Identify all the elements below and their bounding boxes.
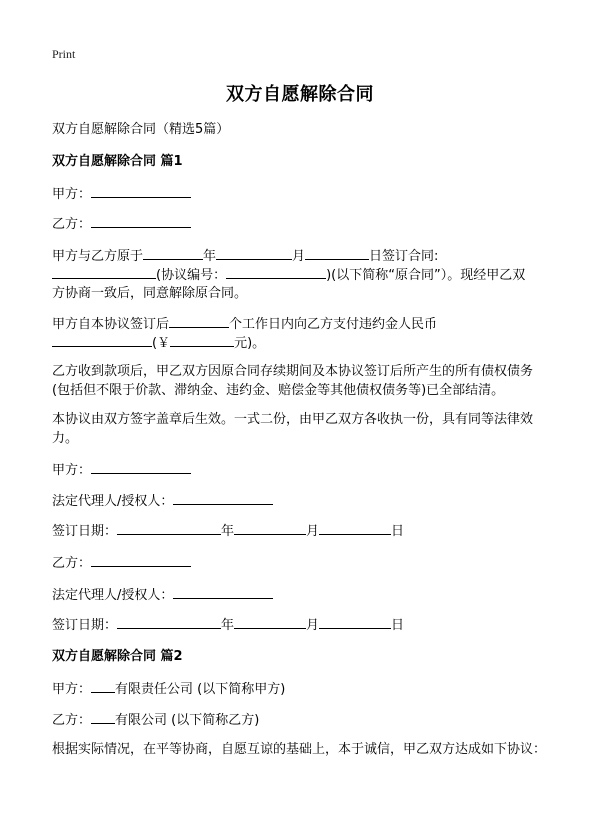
para1-line3: 方协商一致后，同意解除原合同。	[52, 286, 248, 301]
sign-a-line	[52, 460, 552, 480]
s2-party-b-label: 乙方：	[52, 713, 92, 728]
date-b-label: 签订日期：	[52, 618, 118, 633]
para2-text-d: 元)。	[234, 336, 266, 351]
page-title: 双方自愿解除合同	[226, 84, 374, 105]
rep-b-blank	[173, 585, 273, 599]
para1-text-c: )(以下简称“原合同”）。现经甲乙双	[326, 268, 526, 283]
para4: 本协议由双方签字盖章后生效。一式二份，由甲乙双方各收执一份，具有同等法律效力。	[52, 412, 534, 446]
para1-line2	[52, 265, 552, 285]
date-b-year-label: 年	[221, 618, 235, 633]
date-b-month-blank	[234, 615, 306, 629]
sign-a-blank	[91, 460, 191, 474]
amount-blank	[170, 333, 234, 347]
sign-b-label: 乙方：	[52, 556, 92, 571]
s2-party-a-blank	[91, 679, 115, 693]
para1-text-a: 甲方与乙方原于	[52, 249, 144, 264]
amount-cn-blank	[52, 333, 152, 347]
s2-party-b-text: 有限公司 (以下简称乙方)	[115, 713, 260, 728]
para1-month-label: 月	[292, 249, 306, 264]
s2-party-b-blank	[91, 710, 115, 724]
rep-a-blank	[173, 491, 273, 505]
s2-para1: 根据实际情况，在平等协商，自愿互谅的基础上，本于诚信，甲乙双方达成如下协议：	[52, 742, 547, 757]
rep-a-line	[52, 491, 552, 511]
para1-line1	[52, 246, 552, 266]
subtitle: 双方自愿解除合同（精选5篇）	[52, 122, 230, 137]
day-blank	[305, 246, 369, 260]
print-link[interactable]: Print	[52, 47, 76, 61]
para2-text-a: 甲方自本协议签订后	[52, 317, 170, 332]
rep-b-line	[52, 585, 552, 605]
party-b-blank	[91, 214, 191, 228]
party-a-line	[52, 184, 552, 204]
party-a-label: 甲方：	[52, 187, 92, 202]
date-a-line	[52, 521, 552, 541]
sign-a-label: 甲方：	[52, 463, 92, 478]
date-b-year-blank	[117, 615, 221, 629]
sign-b-blank	[91, 553, 191, 567]
section1-heading: 双方自愿解除合同 篇1	[52, 154, 183, 169]
para1-year-label: 年	[203, 249, 217, 264]
para2-line2	[52, 333, 552, 353]
party-b-line	[52, 214, 552, 234]
para1-day-label: 日签订合同:	[369, 249, 439, 264]
date-a-month-blank	[234, 521, 306, 535]
date-b-month-label: 月	[306, 618, 320, 633]
party-b-label: 乙方：	[52, 217, 92, 232]
s2-party-a-label: 甲方：	[52, 682, 92, 697]
para1-text-b: (协议编号：	[156, 268, 227, 283]
date-a-day-blank	[319, 521, 391, 535]
date-a-label: 签订日期：	[52, 524, 118, 539]
date-a-year-label: 年	[221, 524, 235, 539]
rep-a-label: 法定代理人/授权人：	[52, 494, 174, 509]
para2-text-b: 个工作日内向乙方支付违约金人民币	[229, 317, 438, 332]
date-a-day-label: 日	[391, 524, 405, 539]
date-b-day-blank	[319, 615, 391, 629]
para2-text-c: (￥	[152, 336, 171, 351]
month-blank	[216, 246, 292, 260]
contract-blank	[52, 265, 156, 279]
workdays-blank	[169, 314, 229, 328]
para2-line1	[52, 314, 552, 334]
s2-party-a-line	[52, 679, 552, 699]
sign-b-line	[52, 553, 552, 573]
date-b-line	[52, 615, 552, 635]
rep-b-label: 法定代理人/授权人：	[52, 588, 174, 603]
s2-party-a-text: 有限责任公司 (以下简称甲方)	[115, 682, 286, 697]
date-a-year-blank	[117, 521, 221, 535]
date-a-month-label: 月	[306, 524, 320, 539]
section2-heading: 双方自愿解除合同 篇2	[52, 649, 183, 664]
party-a-blank	[91, 184, 191, 198]
para3: 乙方收到款项后，甲乙双方因原合同存续期间及本协议签订后所产生的所有债权债务(包括但不限于价款、滞纳金、违约金、赔偿金等其他债权债务等)已全部结清。	[52, 364, 534, 398]
contract-number-blank	[226, 265, 326, 279]
s2-party-b-line	[52, 710, 552, 730]
date-b-day-label: 日	[391, 618, 405, 633]
year-blank	[143, 246, 203, 260]
